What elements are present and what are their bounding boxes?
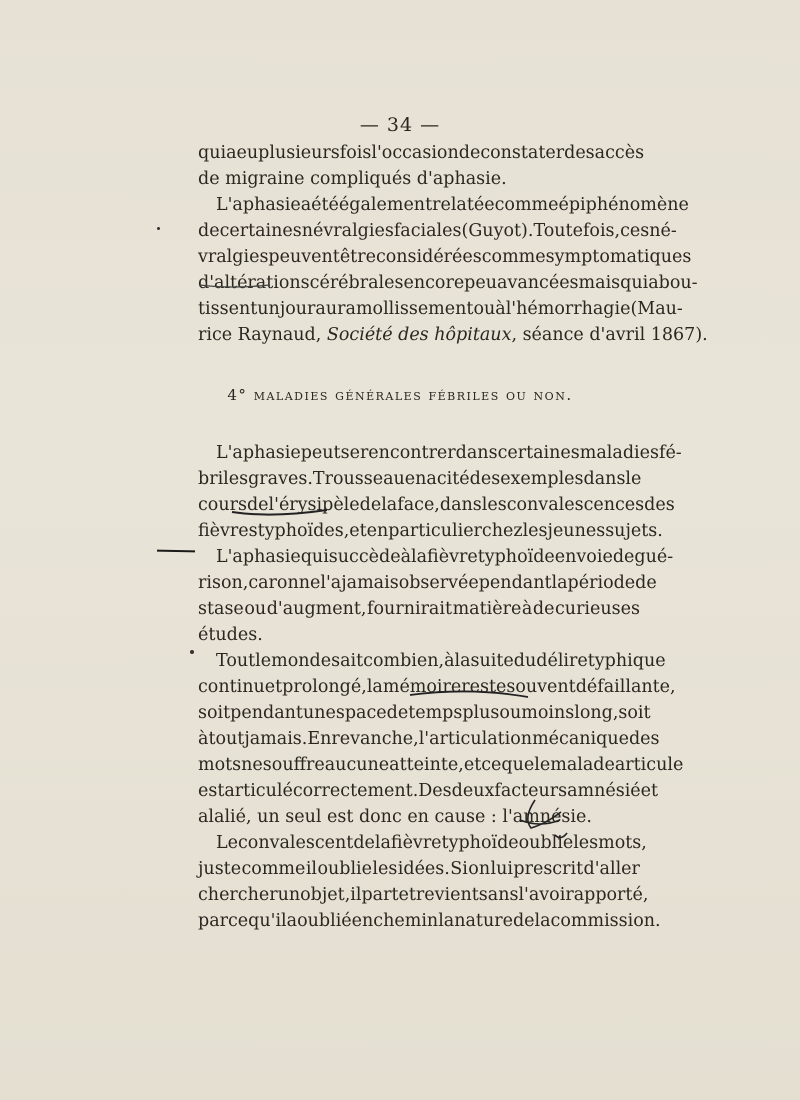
text-line: L'aphasie peut se rencontrer dans certaines maladies fé-: [216, 443, 682, 463]
text-block-bottom: [198, 440, 684, 934]
text-line: tissent un jour au ramollissement ou à l'hémorrhagie (Mau-: [198, 299, 683, 319]
text-line: L'aphasie a été également relatée comme épiphénomène: [216, 195, 689, 215]
text-line: d'altérations cérébrales encore peu avancées mais qui abou-: [198, 273, 698, 293]
text-line: chercher un objet, il part et revient sans l'avoir apporté,: [198, 885, 649, 905]
text-line: stase ou d'augment, fournirait matière à de curieuses: [198, 599, 640, 619]
text-line: briles graves. Trousseau en a cité des exemples dans le: [198, 469, 642, 489]
text-line: est articulé correctement. Des deux facteurs amnésié et: [198, 781, 659, 801]
text-line: cours de l'érysipèle de la face, dans les convalescences des: [198, 495, 675, 515]
text-line: L'aphasie qui succède à la fièvre typhoïde en voie de gué-: [216, 547, 674, 567]
text-line: fièvres typhoïdes, et en particulier chez les jeunes sujets.: [198, 521, 663, 541]
text-line: études.: [198, 625, 263, 645]
text-line: alalié, un seul est donc en cause : l'amnésie.: [198, 807, 592, 827]
text-line: à tout jamais. En revanche, l'articulation mécanique des: [198, 729, 660, 749]
text-line: continu et prolongé, la mémoire reste souvent défaillante,: [198, 677, 676, 697]
text-line: qui a eu plusieurs fois l'occasion de constater des accès: [198, 143, 645, 163]
text-line: de certaines névralgies faciales (Guyot). Toutefois, ces né-: [198, 221, 677, 241]
text-line: Tout le monde sait combien, à la suite du délire typhique: [216, 651, 666, 671]
text-block-top: [198, 140, 708, 348]
section-heading: 4° maladies générales fébriles ou non.: [227, 386, 573, 404]
citation-prefix: rice Raynaud,: [198, 325, 327, 345]
margin-dot: [157, 227, 160, 230]
text-line: Le convalescent de la fièvre typhoïde oublie les mots,: [216, 833, 647, 853]
text-line: [198, 322, 708, 348]
margin-pen-mark: [157, 550, 195, 553]
text-line: de migraine compliqués d'aphasie.: [198, 169, 507, 189]
margin-dot: [190, 650, 194, 654]
text-line: soit pendant un espace de temps plus ou moins long, soit: [198, 703, 651, 723]
text-line: juste comme il oublie les idées. Si on lui prescrit d'aller: [198, 859, 640, 879]
text-line: vralgies peuvent être considérées comme symptomatiques: [198, 247, 692, 267]
text-line: mots ne souffre aucune atteinte, et ce que le malade articule: [198, 755, 684, 775]
citation-title: Société des hôpitaux: [326, 325, 512, 345]
text-line: parce qu'il a oublié en chemin la nature de la commission.: [198, 911, 661, 931]
page-number: — 34 —: [359, 114, 441, 136]
citation-suffix: , séance d'avril 1867).: [511, 325, 708, 345]
text-line: rison, car on ne l'a jamais observée pendant la période de: [198, 573, 657, 593]
